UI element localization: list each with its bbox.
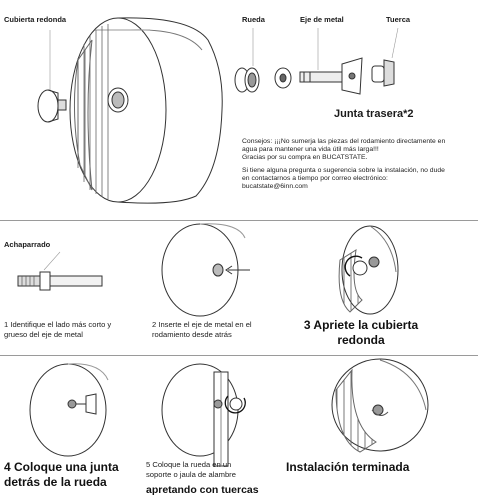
label-axle: Eje de metal [300,15,344,24]
axle-closeup-drawing [18,252,102,290]
tips-line-6: bucatstate@6inn.com [242,183,308,190]
step5-drawing [162,364,245,466]
step2-line-1: 2 Inserte el eje de metal en el [152,320,252,329]
tips-block [242,138,474,191]
step2-line-2: rodamiento desde atrás [152,330,232,339]
step2-text [152,320,292,340]
tips-line-5: en contactarnos a tiempo por correo electrónico: [242,175,388,182]
step3-line-1: 3 Apriete la cubierta [303,318,419,332]
label-flattened: Achaparrado [4,240,51,249]
step6-text: Instalación terminada [286,460,410,474]
step1-line-2: grueso del eje de metal [4,330,83,339]
step4-line-2: detrás de la rueda [4,475,107,489]
label-gasket: Junta trasera*2 [334,108,414,120]
step5-line-3: apretando con tuercas [146,484,259,496]
tips-line-4: Si tiene alguna pregunta o sugerencia sobre la instalación, no dude [242,167,445,174]
step3-text [286,318,436,348]
step6-drawing [332,359,428,452]
divider-middle [0,355,478,356]
step3-line-2: redonda [337,333,385,347]
step4-drawing [30,364,108,456]
divider-top [0,220,478,221]
label-wheel: Rueda [242,15,265,24]
tips-line-1: Consejos: ¡¡¡No sumerja las piezas del rodamiento directamente en [242,138,446,145]
step1-line-1: 1 Identifique el lado más corto y [4,320,112,329]
label-cover: Cubierta redonda [4,15,67,24]
step3-drawing [339,226,398,314]
step1-text [4,320,144,340]
step5-text [146,460,286,480]
step2-drawing [162,224,250,316]
step4-text [4,460,144,490]
label-nut: Tuerca [386,15,411,24]
step4-line-1: 4 Coloque una junta [4,460,119,474]
tips-line-3: Gracias por su compra en BUCATSTATE. [242,154,368,161]
tips-line-2: agua para mantener una vida útil más larga!!! [242,146,379,153]
step5-line-1: 5 Coloque la rueda en un [146,460,232,469]
step5-line-2: soporte o jaula de alambre [146,470,236,479]
